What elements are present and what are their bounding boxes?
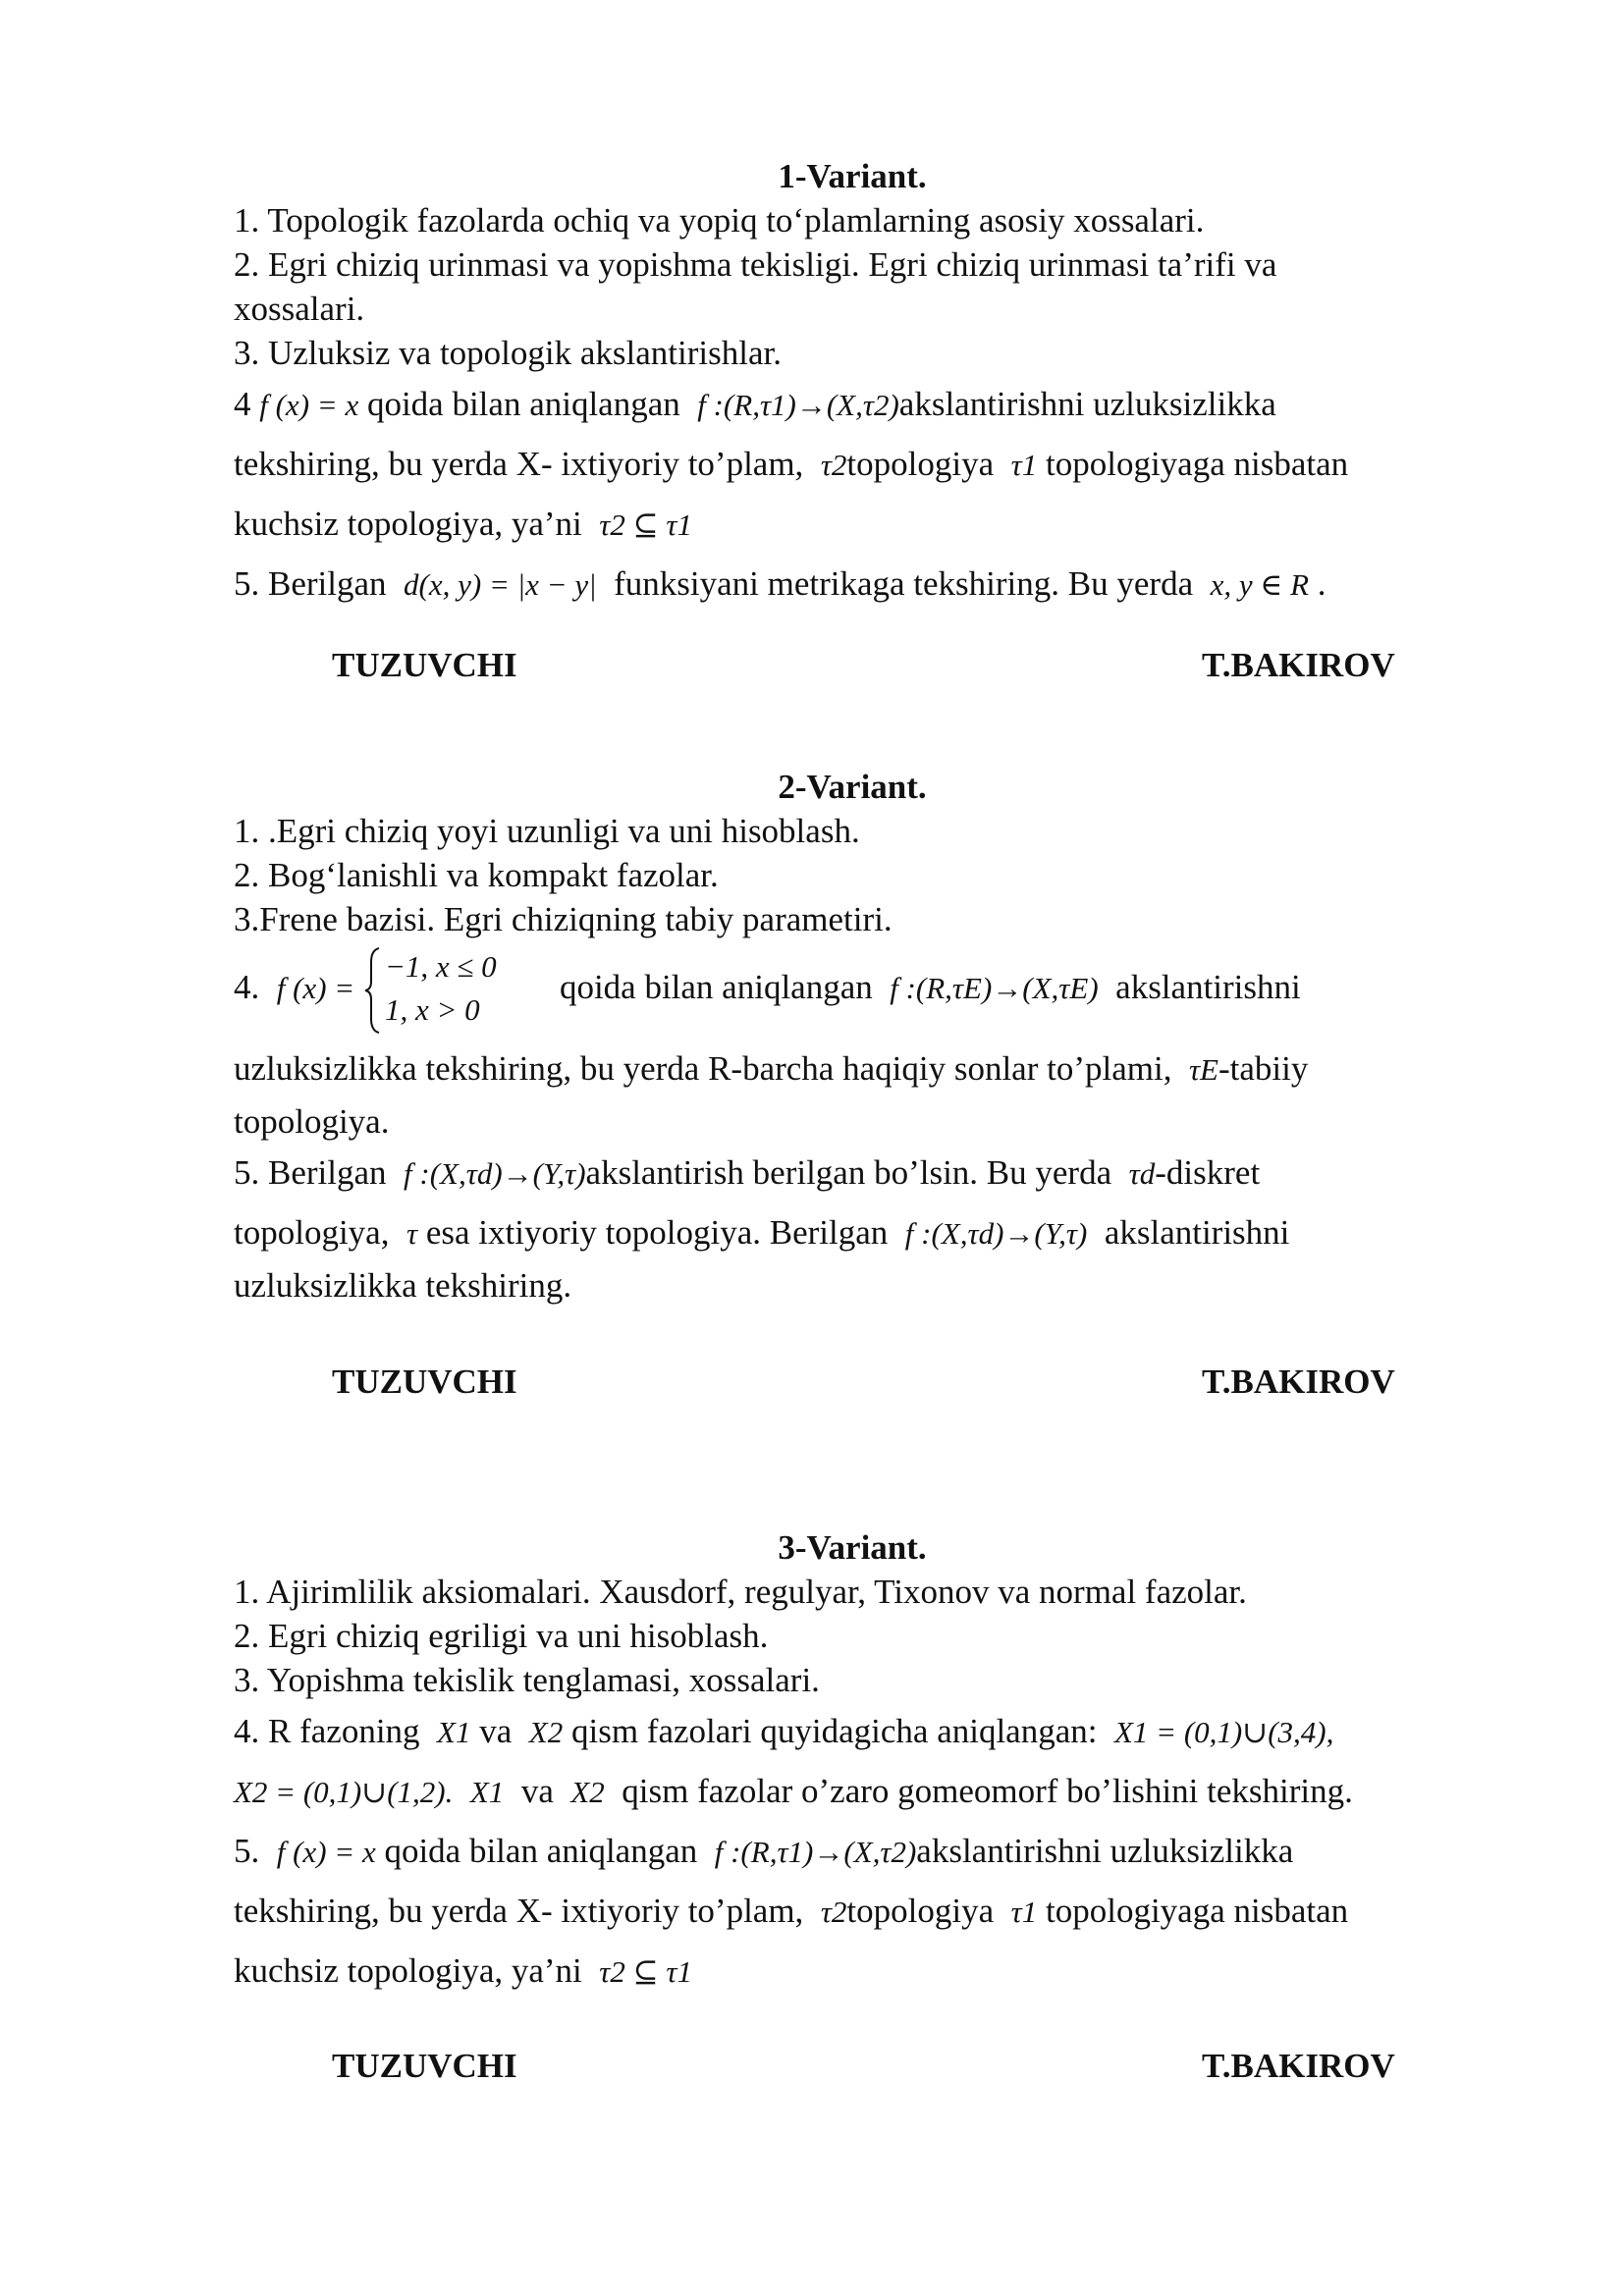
question-4-cont: uzluksizlikka tekshiring, bu yerda R-barcha haqiqiy sonlar to’plami, τE-tabiiy (234, 1049, 1309, 1088)
question-2-cont: xossalari. (234, 290, 365, 328)
question-5-cont: uzluksizlikka tekshiring. (234, 1266, 572, 1305)
formula: f (x) = (276, 971, 355, 1005)
signature-label: TUZUVCHI (332, 646, 517, 684)
mapping-formula: f :(X,τd)→(Y,τ) (904, 1216, 1088, 1251)
variant-1 (234, 155, 1471, 684)
piecewise-definition (363, 946, 560, 1035)
question-2: 2. Egri chiziq urinmasi va yopishma tekisligi. Egri chiziq urinmasi ta’rifi va (234, 245, 1277, 284)
tau-symbol: τ2 (820, 448, 847, 482)
signature-name: T.BAKIROV (1202, 2047, 1395, 2085)
tau-symbol: τ2 (820, 1895, 847, 1929)
signature-label: TUZUVCHI (332, 1362, 517, 1401)
question-3: 3. Uzluksiz va topologik akslantirishlar. (234, 334, 782, 372)
metric-formula: d(x, y) = |x − y| (404, 567, 597, 602)
question-5-cont: tekshiring, bu yerda X- ixtiyoriy to’plam, τ2topologiya τ1 topologiyaga nisbatan (234, 1892, 1349, 1930)
signature-name: T.BAKIROV (1202, 646, 1395, 684)
domain-formula: x, y ∈ R (1210, 567, 1310, 602)
question-4: 4. R fazoning X1 va X2 qism fazolari quyidagicha aniqlangan: X1 = (0,1)∪(3,4), (234, 1712, 1334, 1750)
question-5: 5. f (x) = x qoida bilan aniqlangan f :(R,τ1)→(X,τ2)akslantirishni uzluksizlikka (234, 1832, 1294, 1870)
question-4-cont: X2 = (0,1)∪(1,2). X1 va X2 qism fazolar o’zaro gomeomorf bo’lishini tekshiring. (234, 1772, 1353, 1810)
mapping-formula: f :(R,τ1)→(X,τ2) (714, 1835, 917, 1869)
signature-name: T.BAKIROV (1202, 1362, 1395, 1401)
question-5: 5. Berilgan f :(X,τd)→(Y,τ)akslantirish berilgan bo’lsin. Bu yerda τd-diskret (234, 1153, 1261, 1192)
question-1: 1. Ajirimlilik aksiomalari. Xausdorf, regulyar, Tixonov va normal fazolar. (234, 1573, 1247, 1611)
question-2: 2. Egri chiziq egriligi va uni hisoblash. (234, 1617, 769, 1655)
question-5-cont: kuchsiz topologiya, ya’ni τ2 ⊆ τ1 (234, 1951, 692, 1990)
question-4-cont: topologiya. (234, 1102, 390, 1141)
question-4: 4 f (x) = x qoida bilan aniqlangan f :(R,τ1)→(X,τ2)akslantirishni uzluksizlikka (234, 385, 1276, 423)
formula: f (x) = x (276, 1835, 376, 1869)
question-5-cont: topologiya, τ esa ixtiyoriy topologiya. Berilgan f :(X,τd)→(Y,τ) akslantirishni (234, 1213, 1290, 1252)
question-4: 4. f (x) = −1, x ≤ 0 1, x > 0 qoida bilan aniqlangan f :(R,τE)→(X,τE) akslantirishni (234, 941, 1471, 1034)
set-symbol: X1 (437, 1715, 471, 1749)
question-5: 5. Berilgan d(x, y) = |x − y| funksiyani metrikaga tekshiring. Bu yerda x, y ∈ R . (234, 564, 1326, 603)
tau-symbol: τ1 (1010, 448, 1038, 482)
question-2: 2. Bog‘lanishli va kompakt fazolar. (234, 856, 719, 894)
variant-3 (234, 1526, 1471, 2085)
tau-symbol: τE (1188, 1052, 1218, 1087)
mapping-formula: f :(X,τd)→(Y,τ) (404, 1156, 586, 1191)
set-symbol: X1 (469, 1775, 505, 1809)
variant-2 (234, 766, 1471, 1401)
case-2: 1, x > 0 (384, 991, 480, 1027)
variant-title: 1-Variant. (778, 157, 927, 195)
question-1: 1. .Egri chiziq yoyi uzunligi va uni hisoblash. (234, 812, 860, 850)
subset-formula: τ2 ⊆ τ1 (599, 1954, 692, 1989)
signature-label: TUZUVCHI (332, 2047, 517, 2085)
tau-symbol: τd (1128, 1156, 1156, 1191)
case-1: −1, x ≤ 0 (384, 948, 497, 984)
mapping-formula: f :(R,τE)→(X,τE) (890, 971, 1099, 1005)
set-symbol: X2 (528, 1715, 564, 1749)
question-3: 3.Frene bazisi. Egri chiziqning tabiy parametiri. (234, 900, 893, 938)
set-symbol: X2 (570, 1775, 605, 1809)
question-3: 3. Yopishma tekislik tenglamasi, xossalari. (234, 1661, 820, 1699)
question-1: 1. Topologik fazolarda ochiq va yopiq to‘plamlarning asosiy xossalari. (234, 201, 1205, 240)
subset-formula: τ2 ⊆ τ1 (599, 507, 692, 542)
mapping-formula: f :(R,τ1)→(X,τ2) (697, 388, 899, 422)
variant-title: 3-Variant. (778, 1528, 927, 1567)
set-formula: X1 = (0,1)∪(3,4), (1113, 1715, 1334, 1749)
formula: f (x) = x (259, 388, 359, 422)
tau-symbol: τ1 (1010, 1895, 1038, 1929)
set-formula: X2 = (0,1)∪(1,2). (234, 1775, 454, 1809)
question-4-cont: tekshiring, bu yerda X- ixtiyoriy to’plam, τ2topologiya τ1 topologiyaga nisbatan (234, 445, 1349, 483)
tau-symbol: τ (406, 1216, 418, 1251)
brace-icon (363, 946, 383, 1035)
question-4-cont: kuchsiz topologiya, ya’ni τ2 ⊆ τ1 (234, 505, 692, 543)
variant-title: 2-Variant. (778, 768, 927, 806)
